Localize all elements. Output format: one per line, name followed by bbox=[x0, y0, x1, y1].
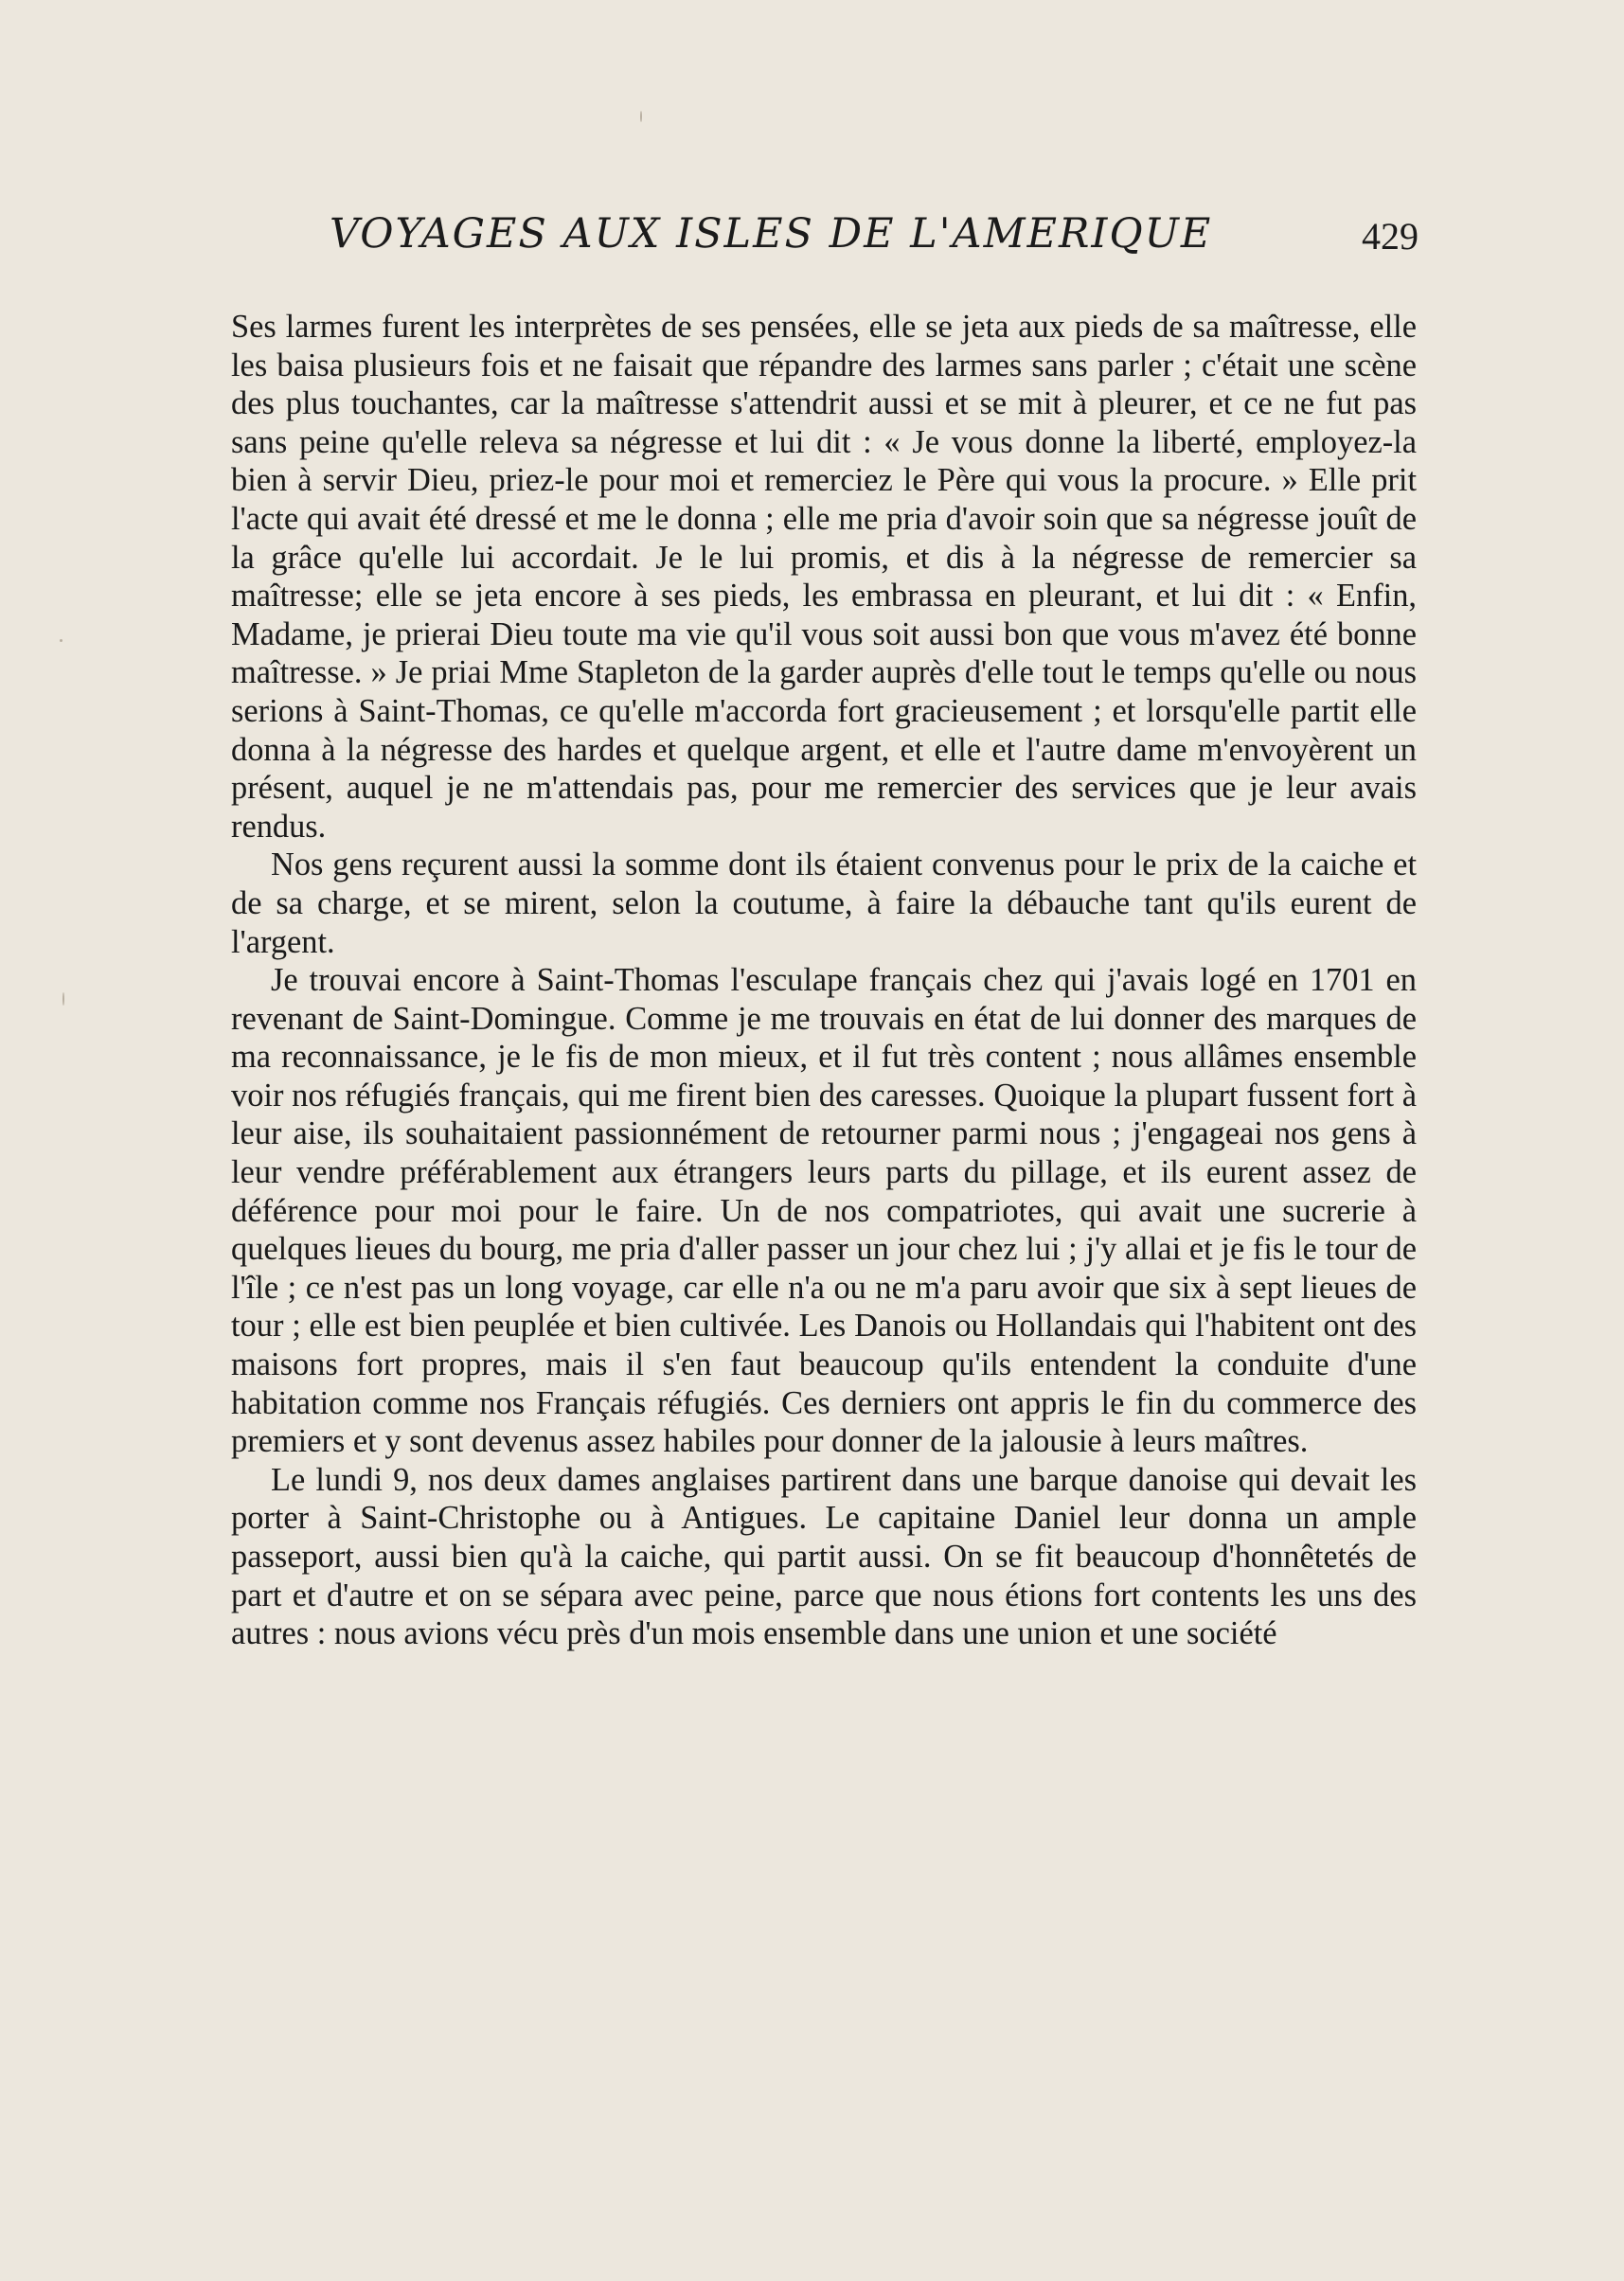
paper-speck bbox=[60, 639, 62, 642]
page-number: 429 bbox=[1362, 215, 1419, 258]
paragraph: Le lundi 9, nos deux dames anglaises partirent dans une barque danoise qui devait les porter à Saint-Christophe ou à Antigues. Le capitaine Daniel leur donna un ample passeport, aussi bien qu'à la caiche, qui partit aussi. On se fit beaucoup d'honnêtetés de part et d'autre et on se sépara avec peine, parce que nous étions fort contents les uns des autres : nous avions vécu près d'un mois ensemble dans une union et une société bbox=[231, 1461, 1417, 1652]
paper-speck bbox=[640, 111, 642, 122]
paper-speck bbox=[62, 992, 64, 1006]
body-text bbox=[231, 308, 1417, 1653]
running-title: VOYAGES AUX ISLES DE L'AMERIQUE bbox=[330, 210, 1213, 258]
paragraph: Nos gens reçurent aussi la somme dont ils étaient convenus pour le prix de la caiche et de sa charge, et se mirent, selon la coutume, à faire la débauche tant qu'ils eurent de l'argent. bbox=[231, 846, 1417, 960]
paragraph: Ses larmes furent les interprètes de ses pensées, elle se jeta aux pieds de sa maîtresse, elle les baisa plusieurs fois et ne faisait que répandre des larmes sans parler ; c'était une scène des plus touchantes, car la maîtresse s'attendrit aussi et se mit à pleurer, et ce ne fut pas sans peine qu'elle releva sa négresse et lui dit : « Je vous donne la liberté, employez-la bien à servir Dieu, priez-le pour moi et remerciez le Père qui vous la procure. » Elle prit l'acte qui avait été dressé et me le donna ; elle me pria d'avoir soin que sa négresse jouît de la grâce qu'elle lui accordait. Je le lui promis, et dis à la négresse de remercier sa maîtresse; elle se jeta encore à ses pieds, les embrassa en pleurant, et lui dit : « Enfin, Madame, je prierai Dieu toute ma vie qu'il vous soit aussi bon que vous m'avez été bonne maîtresse. » Je priai Mme Stapleton de la garder auprès d'elle tout le temps qu'elle ou nous serions à Saint-Thomas, ce qu'elle m'accorda fort gracieusement ; et lorsqu'elle partit elle donna à la négresse des hardes et quelque argent, et elle et l'autre dame m'envoyèrent un présent, auquel je ne m'attendais pas, pour me remercier des services que je leur avais rendus. bbox=[231, 309, 1417, 845]
page-header bbox=[235, 210, 1419, 276]
paragraph: Je trouvai encore à Saint-Thomas l'esculape français chez qui j'avais logé en 1701 en revenant de Saint-Domingue. Comme je me trouvais en état de lui donner des marques de ma reconnaissance, je le fis de mon mieux, et il fut très content ; nous allâmes ensemble voir nos réfugiés français, qui me firent bien des caresses. Quoique la plupart fussent fort à leur aise, ils souhaitaient passionnément de retourner parmi nous ; j'engageai nos gens à leur vendre préférablement aux étrangers leurs parts du pillage, et ils eurent assez de déférence pour moi pour le faire. Un de nos compatriotes, qui avait une sucrerie à quelques lieues du bourg, me pria d'aller passer un jour chez lui ; j'y allai et je fis le tour de l'île ; ce n'est pas un long voyage, car elle n'a ou ne m'a paru avoir que six à sept lieues de tour ; elle est bien peuplée et bien cultivée. Les Danois ou Hollandais qui l'habitent ont des maisons fort propres, mais il s'en faut beaucoup qu'ils entendent la conduite d'une habitation comme nos Français réfugiés. Ces derniers ont appris le fin du commerce des premiers et y sont devenus assez habiles pour donner de la jalousie à leurs maîtres. bbox=[231, 962, 1417, 1460]
